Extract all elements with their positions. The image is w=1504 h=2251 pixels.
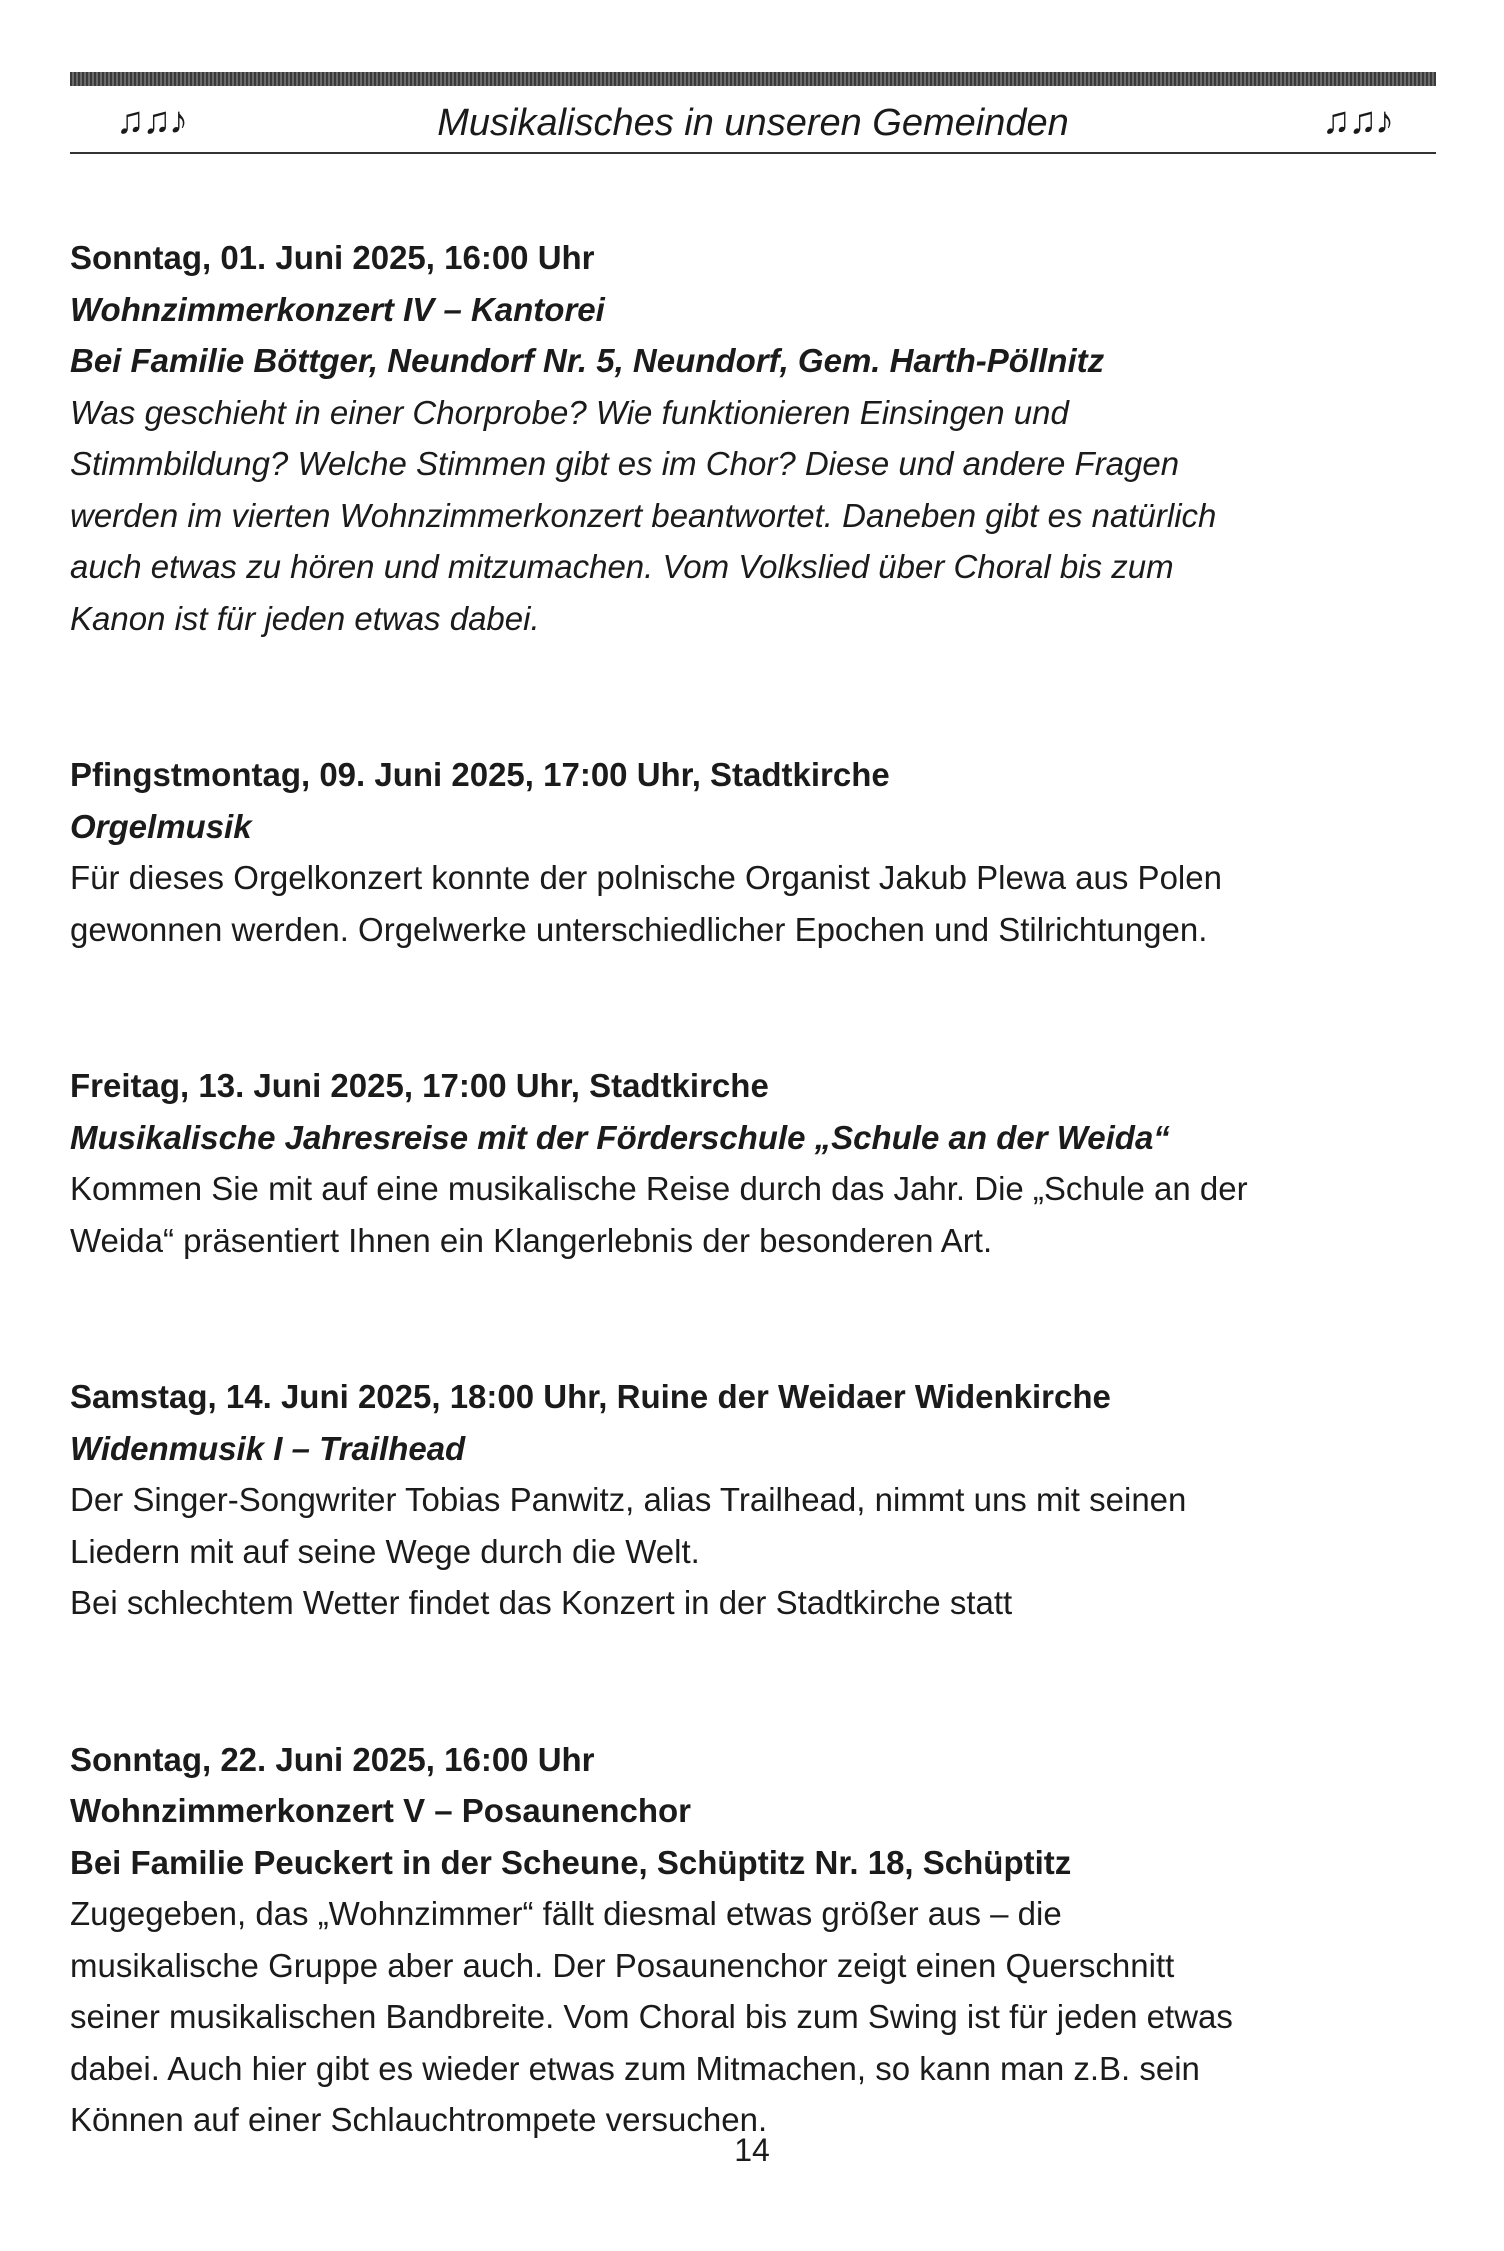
event-description-line: Der Singer-Songwriter Tobias Panwitz, alias Trailhead, nimmt uns mit seinen bbox=[70, 1481, 1187, 1518]
event-description-line: Liedern mit auf seine Wege durch die Welt. bbox=[70, 1532, 700, 1570]
event-description-line: Was geschieht in einer Chorprobe? Wie funktionieren Einsingen und bbox=[70, 393, 1069, 431]
event-title: Wohnzimmerkonzert IV – Kantorei bbox=[70, 290, 605, 328]
event-description-line: Zugegeben, das „Wohnzimmer“ fällt diesmal etwas größer aus – die bbox=[70, 1895, 1062, 1932]
event-title: Wohnzimmerkonzert V – Posaunenchor bbox=[70, 1792, 692, 1829]
event-date: Freitag, 13. Juni 2025, 17:00 Uhr, Stadtkirche bbox=[70, 1067, 769, 1104]
event-title: Widenmusik I – Trailhead bbox=[70, 1429, 466, 1467]
page-header bbox=[70, 92, 1436, 154]
event-item bbox=[70, 1734, 1460, 2146]
music-notes-icon: ♫♫♪ bbox=[116, 100, 186, 142]
event-item bbox=[70, 1371, 1460, 1629]
event-date: Sonntag, 22. Juni 2025, 16:00 Uhr bbox=[70, 1740, 595, 1778]
event-description-line: Kommen Sie mit auf eine musikalische Reise durch das Jahr. Die „Schule an der bbox=[70, 1170, 1248, 1207]
event-date: Pfingstmontag, 09. Juni 2025, 17:00 Uhr, Stadtkirche bbox=[70, 756, 890, 793]
music-notes-icon: ♫♫♪ bbox=[1322, 100, 1392, 142]
event-description-line: Weida“ präsentiert Ihnen ein Klangerlebnis der besonderen Art. bbox=[70, 1221, 993, 1259]
event-date: Samstag, 14. Juni 2025, 18:00 Uhr, Ruine der Weidaer Widenkirche bbox=[70, 1378, 1111, 1415]
event-description-line: Können auf einer Schlauchtrompete versuchen. bbox=[70, 2101, 768, 2138]
event-location: Bei Familie Peuckert in der Scheune, Schüptitz Nr. 18, Schüptitz bbox=[70, 1843, 1072, 1881]
event-description-line: dabei. Auch hier gibt es wieder etwas zum Mitmachen, so kann man z.B. sein bbox=[70, 2049, 1200, 2087]
header-rule bbox=[70, 72, 1436, 86]
page-title: Musikalisches in unseren Gemeinden bbox=[437, 102, 1069, 144]
event-date: Sonntag, 01. Juni 2025, 16:00 Uhr bbox=[70, 239, 595, 276]
event-location: Bei Familie Böttger, Neundorf Nr. 5, Neundorf, Gem. Harth-Pöllnitz bbox=[70, 342, 1105, 379]
event-title: Musikalische Jahresreise mit der Förderschule „Schule an der Weida“ bbox=[70, 1118, 1170, 1156]
event-item bbox=[70, 232, 1460, 644]
event-description-line: gewonnen werden. Orgelwerke unterschiedlicher Epochen und Stilrichtungen. bbox=[70, 910, 1208, 948]
event-item bbox=[70, 1060, 1460, 1266]
page-number: 14 bbox=[734, 2132, 770, 2168]
event-item bbox=[70, 749, 1460, 955]
event-description-line: werden im vierten Wohnzimmerkonzert beantwortet. Daneben gibt es natürlich bbox=[70, 496, 1217, 534]
event-description-line: auch etwas zu hören und mitzumachen. Vom Volkslied über Choral bis zum bbox=[70, 548, 1174, 585]
event-title: Orgelmusik bbox=[70, 807, 252, 845]
event-description-line: Kanon ist für jeden etwas dabei. bbox=[70, 599, 540, 637]
event-list bbox=[70, 232, 1460, 2251]
event-description-line: Bei schlechtem Wetter findet das Konzert in der Stadtkirche statt bbox=[70, 1584, 1013, 1621]
event-description-line: Stimmbildung? Welche Stimmen gibt es im Chor? Diese und andere Fragen bbox=[70, 445, 1180, 482]
event-description-line: Für dieses Orgelkonzert konnte der polnische Organist Jakub Plewa aus Polen bbox=[70, 859, 1222, 896]
event-description-line: musikalische Gruppe aber auch. Der Posaunenchor zeigt einen Querschnitt bbox=[70, 1946, 1175, 1984]
event-description-line: seiner musikalischen Bandbreite. Vom Choral bis zum Swing ist für jeden etwas bbox=[70, 1998, 1233, 2035]
